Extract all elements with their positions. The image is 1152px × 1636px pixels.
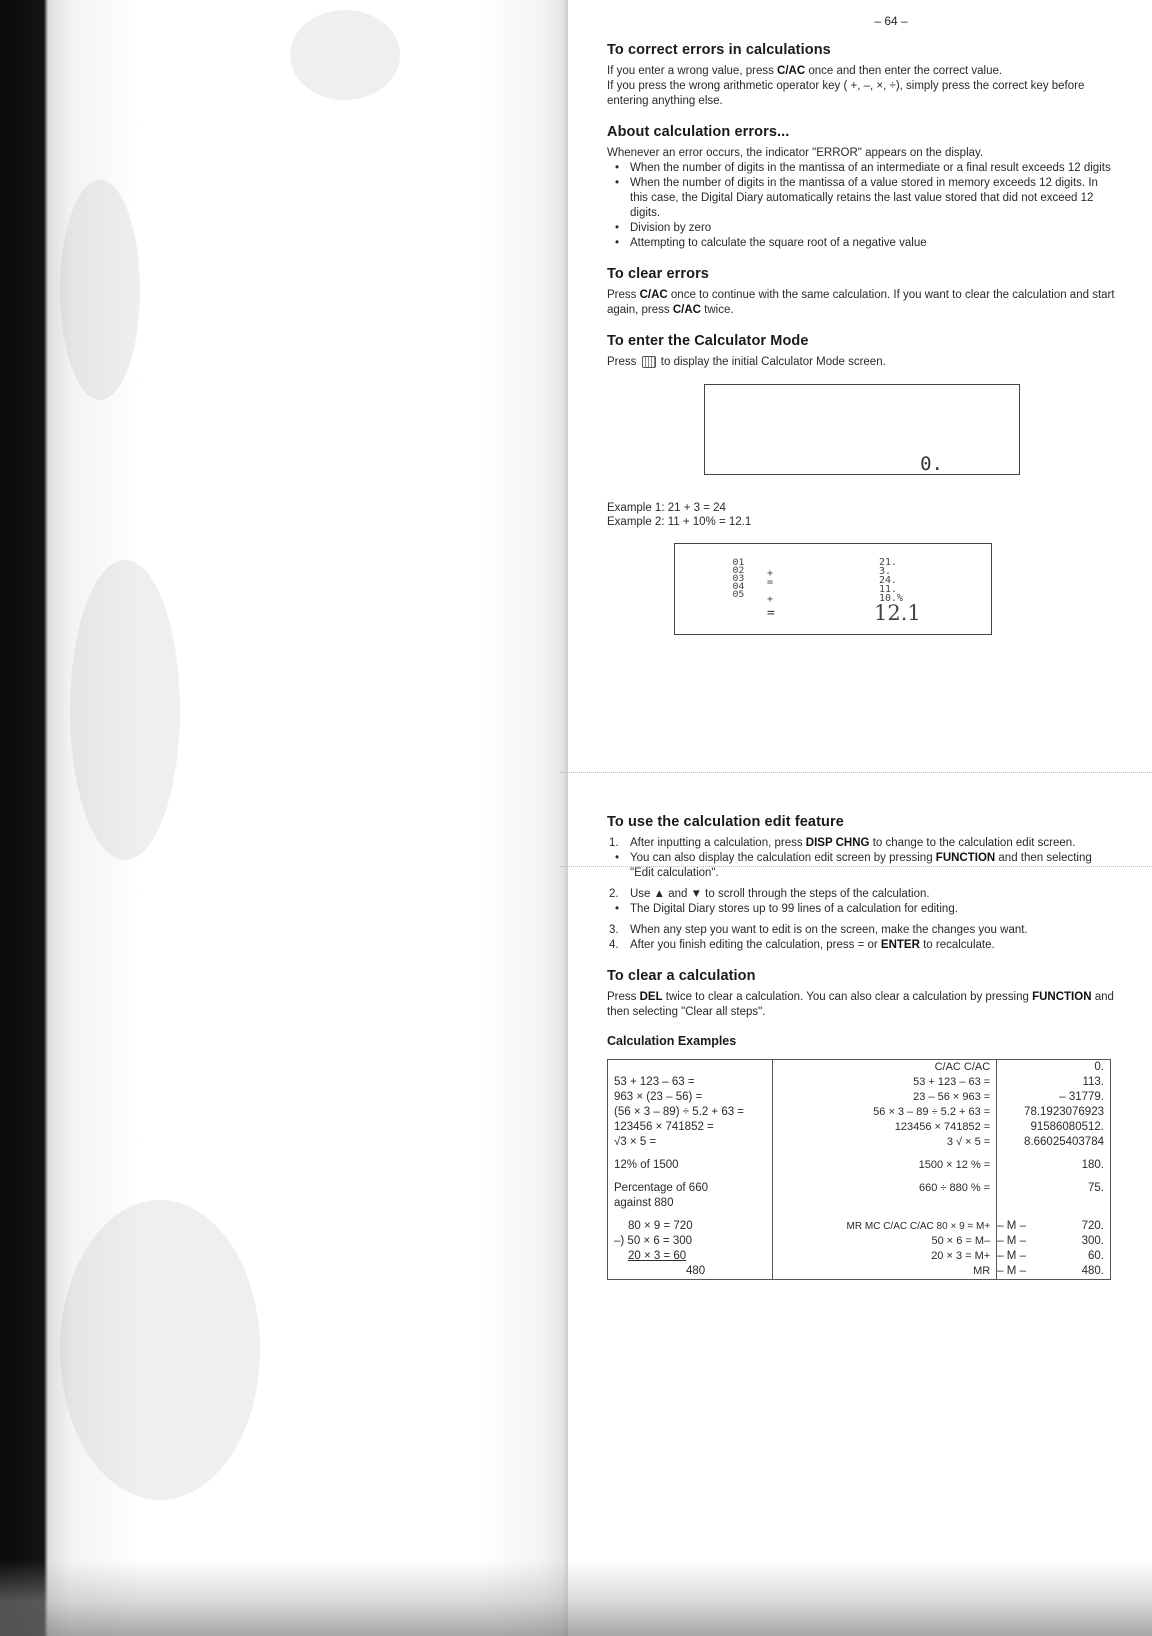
result-value: 180. — [1081, 1159, 1104, 1171]
list-item: • Division by zero — [607, 221, 1115, 236]
table-cell: 80 × 9 = 720 — [628, 1220, 693, 1232]
table-cell: 123456 × 741852 = — [614, 1121, 714, 1133]
examples — [607, 501, 1115, 529]
table-cell: √3 × 5 = — [614, 1136, 657, 1148]
page-number: – 64 – — [874, 14, 908, 28]
edit-steps — [607, 923, 1115, 953]
calculator-initial-screen — [704, 384, 1020, 475]
memory-result-row: – M – 720. — [997, 1220, 1104, 1232]
bottom-scan-edge — [0, 1560, 1152, 1636]
key-sequence: 23 – 56 × 963 = — [913, 1091, 991, 1103]
scan-smudge — [290, 10, 400, 100]
heading-edit-feature: To use the calculation edit feature — [607, 814, 844, 830]
heading-calculation-examples: Calculation Examples — [607, 1034, 737, 1048]
list-item: • The Digital Diary stores up to 99 lines of a calculation for editing. — [607, 902, 1115, 917]
scan-smudge — [60, 1200, 260, 1500]
example-1: Example 1: 21 + 3 = 24 — [607, 502, 726, 514]
heading-correct-errors: To correct errors in calculations — [607, 42, 831, 58]
list-item: • When the number of digits in the mantissa of an intermediate or a final result exceeds 12 digits — [607, 161, 1115, 176]
key-sequence: MR MC C/AC C/AC 80 × 9 = M+ — [846, 1221, 991, 1232]
step-4: 4. After you finish editing the calculation, press = or ENTER to recalculate. — [609, 939, 995, 951]
step-3: 3. When any step you want to edit is on the screen, make the changes you want. — [609, 924, 1028, 936]
key-sequence: 3 √ × 5 = — [946, 1136, 991, 1148]
key-sequence: C/AC C/AC — [934, 1061, 991, 1073]
memory-result-row: – M – 480. — [997, 1265, 1104, 1277]
operator: + — [767, 568, 774, 579]
operator: = — [767, 606, 775, 621]
step-1-notes — [607, 851, 1115, 881]
table-cell: (56 × 3 – 89) ÷ 5.2 + 63 = — [614, 1106, 745, 1118]
calculator-example-screen — [674, 543, 992, 635]
problems-column — [608, 1060, 773, 1280]
key-sequence: 123456 × 741852 = — [894, 1121, 991, 1133]
list-item: • Attempting to calculate the square root of a negative value — [607, 236, 1115, 251]
key-sequence: 53 + 123 – 63 = — [913, 1076, 991, 1088]
result-value: 91586080512. — [1030, 1121, 1104, 1133]
key-sequence: 20 × 3 = M+ — [931, 1250, 991, 1262]
key-sequence: MR — [973, 1265, 991, 1277]
heading-about-errors: About calculation errors... — [607, 124, 790, 140]
list-item: • You can also display the calculation edit screen by pressing FUNCTION and then selecting "Edit calculation". — [607, 851, 1115, 881]
edit-steps — [607, 836, 1115, 851]
table-cell: 53 + 123 – 63 = — [614, 1076, 695, 1088]
table-cell: –) 50 × 6 = 300 — [614, 1235, 693, 1247]
key-sequence: 1500 × 12 % = — [918, 1159, 991, 1171]
result-value: 75. — [1088, 1182, 1104, 1194]
heading-enter-calculator-mode: To enter the Calculator Mode — [607, 333, 809, 349]
about-errors-intro: Whenever an error occurs, the indicator "ERROR" appears on the display. — [607, 147, 984, 159]
list-item: • When the number of digits in the mantissa of a value stored in memory exceeds 12 digits. In this case, the Digital Diary automatically retains the last value stored that did not exceed 12 digits. — [607, 176, 1115, 221]
key-sequence: 50 × 6 = M– — [931, 1235, 991, 1247]
screen-values: 21. 3. 24. 11. 10.% — [879, 557, 904, 604]
edit-steps — [607, 887, 1115, 902]
manual-page — [607, 14, 1115, 1280]
heading-clear-errors: To clear errors — [607, 266, 709, 282]
table-cell — [614, 1060, 772, 1075]
result-value: 8.66025403784 — [1024, 1136, 1104, 1148]
result-value: 0. — [1094, 1061, 1104, 1073]
result-value: – 31779. — [1059, 1091, 1104, 1103]
calculator-key-icon — [642, 356, 656, 368]
enter-mode-text: Press to display the initial Calculator Mode screen. — [607, 356, 886, 368]
correct-errors-text-2: If you press the wrong arithmetic operator key ( +, –, ×, ÷), simply press the correct key before entering anything else. — [607, 80, 1085, 107]
key-sequence: 660 ÷ 880 % = — [919, 1182, 991, 1194]
result-value: 113. — [1082, 1076, 1104, 1088]
left-blank-page — [0, 0, 568, 1636]
table-cell: 963 × (23 – 56) = — [614, 1091, 703, 1103]
error-causes-list — [607, 161, 1115, 251]
clear-errors-text: Press C/AC once to continue with the same calculation. If you want to clear the calculation and start again, press C/AC twice. — [607, 289, 1115, 316]
memory-result-row: – M – 300. — [997, 1235, 1104, 1247]
table-cell: against 880 — [614, 1197, 674, 1209]
screen-value: 0. — [920, 453, 943, 475]
correct-errors-text-1: If you enter a wrong value, press C/AC once and then enter the correct value. — [607, 65, 1003, 77]
operator: = — [767, 577, 774, 588]
key-sequence: 56 × 3 – 89 ÷ 5.2 + 63 = — [873, 1106, 991, 1118]
operator: + — [767, 594, 774, 605]
table-cell: Percentage of 660 — [614, 1182, 708, 1194]
clear-calc-text: Press DEL twice to clear a calculation. You can also clear a calculation by pressing FUNCTION and then selecting "Clear all steps". — [607, 991, 1114, 1018]
lower-section — [607, 815, 1115, 1280]
line-numbers: 01 02 03 04 05 — [732, 558, 745, 600]
table-cell: 12% of 1500 — [614, 1159, 679, 1171]
memory-result-row: – M – 60. — [997, 1250, 1104, 1262]
example-2: Example 2: 11 + 10% = 12.1 — [607, 516, 752, 528]
table-cell: 480 — [686, 1265, 706, 1277]
keys-column — [772, 1060, 996, 1280]
step-2-notes — [607, 902, 1115, 917]
results-column — [997, 1060, 1111, 1280]
step-2: 2. Use ▲ and ▼ to scroll through the steps of the calculation. — [609, 888, 930, 900]
calculation-examples-table — [607, 1059, 1111, 1280]
screen-result: 12.1 — [874, 601, 921, 625]
scan-smudge — [60, 180, 140, 400]
scan-smudge — [70, 560, 180, 860]
heading-clear-calculation: To clear a calculation — [607, 968, 756, 984]
result-value: 78.1923076923 — [1024, 1106, 1104, 1118]
table-cell: 20 × 3 = 60 — [628, 1250, 687, 1262]
step-1: 1. After inputting a calculation, press DISP CHNG to change to the calculation edit screen. — [609, 837, 1076, 849]
